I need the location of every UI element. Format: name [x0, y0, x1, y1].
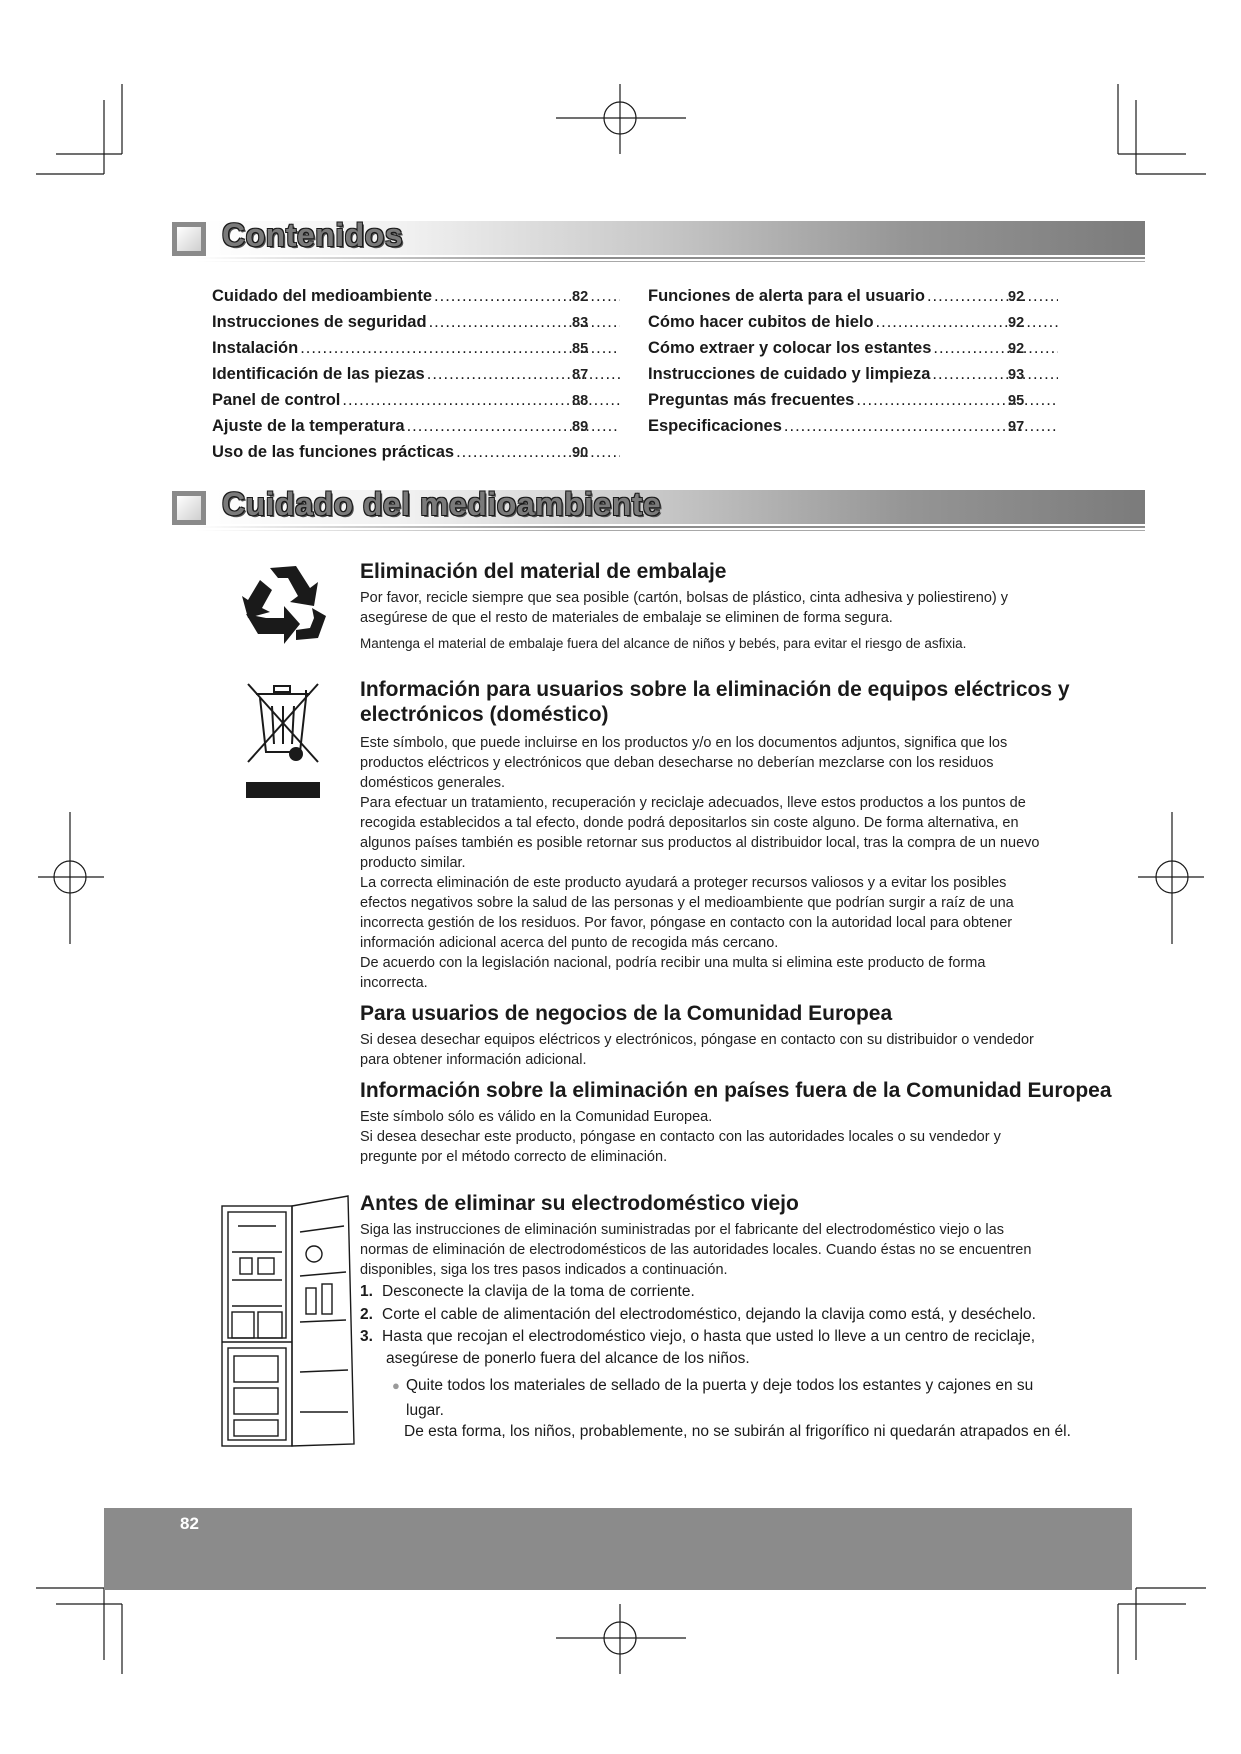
toc-entry[interactable]: Preguntas más frecuentes ..... 95: [648, 391, 1060, 417]
outside-eu-heading: Información sobre la eliminación en países fuera de la Comunidad Europea: [360, 1079, 1112, 1102]
toc-entry[interactable]: Identificación de las piezas ..... 87: [212, 365, 622, 391]
disposal-bullet-continued: lugar.: [406, 1402, 444, 1419]
disposal-step: 2. Corte el cable de alimentación del electrodoméstico, dejando la clavija como está, y deséchelo.: [360, 1306, 1036, 1323]
page-footer-band: [104, 1508, 1132, 1590]
packaging-text: Por favor, recicle siempre que sea posible (cartón, bolsas de plástico, cinta adhesiva y poliestireno) y asegúrese de que el resto de materiales de embalaje se eliminen de forma segura.: [360, 590, 1008, 626]
section-square-icon: [172, 222, 206, 256]
environment-banner: [172, 486, 1145, 528]
business-text: Si desea desechar equipos eléctricos y electrónicos, póngase en contacto con su distribuidor o vendedor para obtener información adicional.: [360, 1032, 1034, 1068]
crossed-out-bin-icon: [244, 680, 322, 800]
disposal-step: 1. Desconecte la clavija de la toma de corriente.: [360, 1283, 695, 1300]
environment-title: Cuidado del medioambiente: [222, 486, 662, 522]
disposal-bullet-note: De esta forma, los niños, probablemente, no se subirán al frigorífico ni quedarán atrapados en él.: [404, 1423, 1071, 1440]
business-heading: Para usuarios de negocios de la Comunidad Europea: [360, 1002, 893, 1025]
weee-text: Este símbolo, que puede incluirse en los productos y/o en los documentos adjuntos, significa que los productos eléctricos y electrónicos que deban desecharse no deberían mezclarse con los residuos domésticos generales. Para efectuar un tratamiento, recuperación y reciclaje adecuados, lleve estos productos a los puntos de recogida establecidos a tal efecto, donde podrá depositarlos sin coste alguno. De forma alternativa, en algunos países también es posible retornar sus productos al distribuidor local, tras la compra de un nuevo producto similar. La correcta eliminación de este producto ayudará a proteger recursos valiosos y a evitar los posibles efectos negativos sobre la salud de las personas y el medioambiente que podrían surgir a raíz de una incorrecta gestión de los residuos. Por favor, póngase en contacto con la autoridad local para obtener información adicional acerca del punto de recogida más cercano. De acuerdo con la legislación nacional, podría recibir una multa si elimina este producto de forma incorrecta.: [360, 735, 1040, 991]
refrigerator-illustration: [218, 1192, 358, 1450]
toc-entry[interactable]: Cómo extraer y colocar los estantes ..... 92: [648, 339, 1060, 365]
toc-entry[interactable]: Funciones de alerta para el usuario ..... 92: [648, 287, 1060, 313]
toc-entry[interactable]: Cómo hacer cubitos de hielo ..... 92: [648, 313, 1060, 339]
outside-eu-text: Este símbolo sólo es válido en la Comunidad Europea. Si desea desechar este producto, póngase en contacto con las autoridades locales o su vendedor y pregunte por el método correcto de eliminación.: [360, 1109, 1001, 1165]
toc-entry[interactable]: Instrucciones de cuidado y limpieza ..... 93: [648, 365, 1060, 391]
toc-banner: [172, 217, 1145, 259]
page-number: 82: [180, 1514, 199, 1533]
section-square-icon: [172, 491, 206, 525]
toc-entry[interactable]: Panel de control ..... 88: [212, 391, 622, 417]
recycle-icon: [240, 562, 330, 648]
disposal-step-continued: asegúrese de ponerlo fuera del alcance de los niños.: [386, 1350, 750, 1367]
disposal-step: 3. Hasta que recojan el electrodoméstico viejo, o hasta que usted lo lleve a un centro de reciclaje,: [360, 1328, 1036, 1345]
disposal-bullet: ● Quite todos los materiales de sellado de la puerta y deje todos los estantes y cajones en su: [392, 1377, 1034, 1394]
toc-entry[interactable]: Instalación ..... 85: [212, 339, 622, 365]
toc-entry[interactable]: Cuidado del medioambiente ..... 82: [212, 287, 622, 313]
toc-title: Contenidos: [222, 217, 403, 253]
packaging-note: Mantenga el material de embalaje fuera del alcance de niños y bebés, para evitar el riesgo de asfixia.: [360, 636, 967, 651]
old-appliance-text: Siga las instrucciones de eliminación suministradas por el fabricante del electrodoméstico viejo o las normas de eliminación de electrodomésticos de las autoridades locales. Cuando éstas no se encuentren disponibles, siga los tres pasos indicados a continuación.: [360, 1222, 1032, 1278]
toc-entry[interactable]: Ajuste de la temperatura ..... 89: [212, 417, 622, 443]
toc-entry[interactable]: Instrucciones de seguridad ..... 83: [212, 313, 622, 339]
toc-left-column: [212, 287, 622, 469]
old-appliance-heading: Antes de eliminar su electrodoméstico viejo: [360, 1192, 799, 1215]
toc-right-column: [648, 287, 1060, 443]
toc-entry[interactable]: Especificaciones ..... 97: [648, 417, 1060, 443]
weee-heading: Información para usuarios sobre la eliminación de equipos eléctricos y electrónicos (doméstico): [360, 678, 1070, 726]
packaging-heading: Eliminación del material de embalaje: [360, 560, 727, 583]
toc-entry[interactable]: Uso de las funciones prácticas ..... 90: [212, 443, 622, 469]
